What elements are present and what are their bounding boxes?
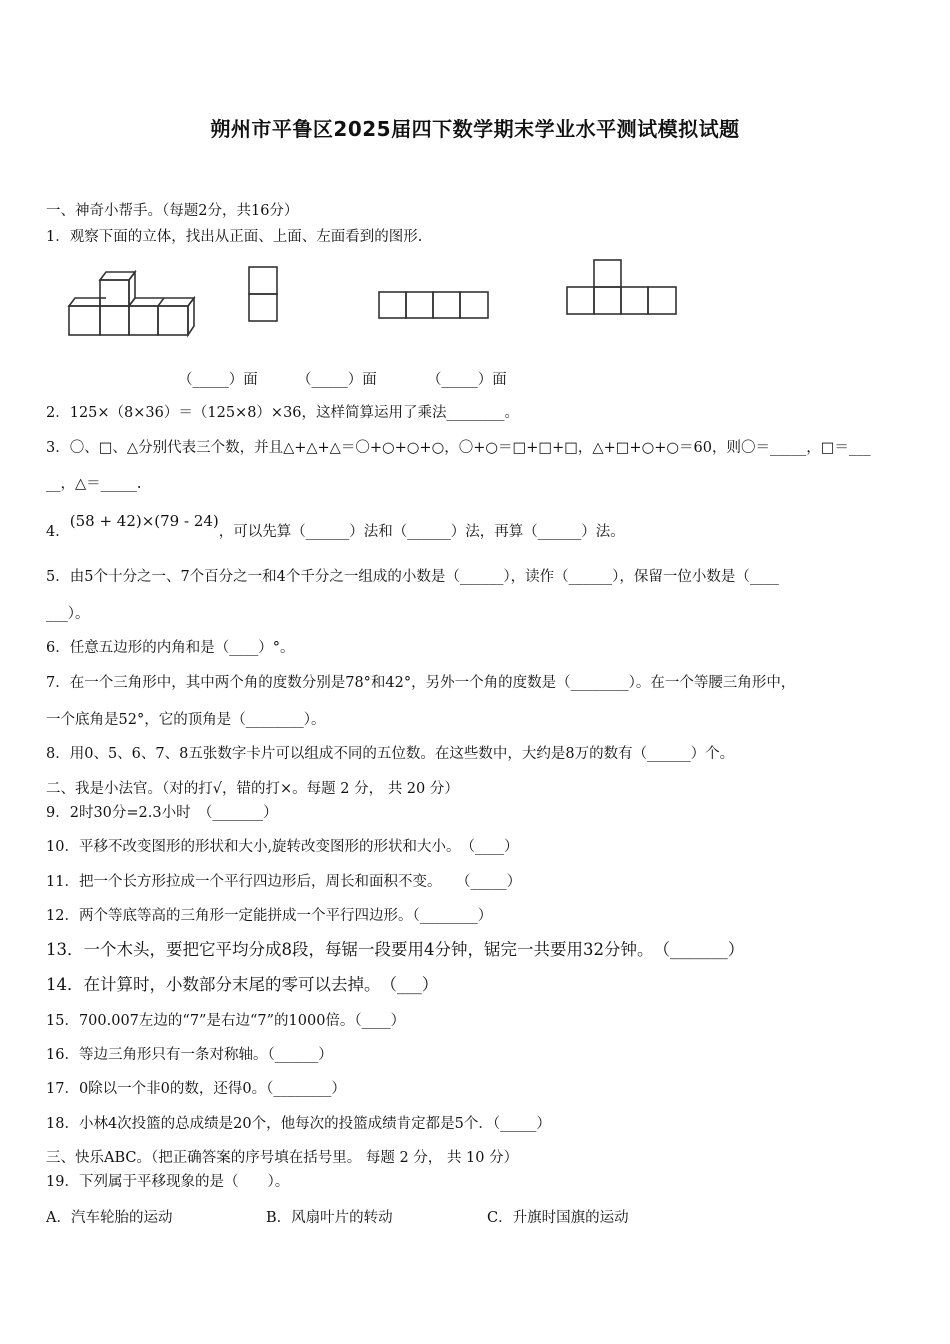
question-11: 11．把一个长方形拉成一个平行四边形后，周长和面积不变。 （_____） [46, 874, 522, 890]
option-c: C．升旗时国旗的运动 [487, 1210, 629, 1226]
question-14: 14．在计算时，小数部分末尾的零可以去掉。 （___） [46, 975, 439, 994]
question-3-line-1: 3．〇、□、△分别代表三个数，并且△+△+△＝〇+○+○+○，〇+○＝□+□+□，△+□+○+○＝60，则〇＝_____，□＝___ [46, 440, 871, 456]
left-view-label: （_____）面 [427, 372, 507, 388]
question-17: 17．0除以一个非0的数，还得0。（________） [46, 1081, 346, 1097]
question-12: 12．两个等底等高的三角形一定能拼成一个平行四边形。（________） [46, 908, 493, 924]
question-7-line-1: 7．在一个三角形中，其中两个角的度数分别是78°和42°，另外一个角的度数是（________）。在一个等腰三角形中， [46, 675, 796, 691]
cube-solid-figure [66, 264, 202, 340]
question-4-text: ，可以先算（______）法和（______）法，再算（______）法。 [218, 524, 625, 540]
page-title: 朔州市平鲁区2025届四下数学期末学业水平测试模拟试题 [210, 117, 740, 141]
question-9: 9．2时30分=2.3小时 （_______） [46, 805, 278, 821]
section-2-heading: 二、我是小法官。（对的打√，错的打×。每题 2 分， 共 20 分） [46, 781, 459, 797]
question-4-number: 4． [46, 524, 70, 540]
question-2: 2．125×（8×36）＝（125×8）×36，这样简算运用了乘法________。 [46, 405, 520, 421]
question-8: 8．用0、5、6、7、8五张数字卡片可以组成不同的五位数。在这些数中，大约是8万的数有（______）个。 [46, 746, 735, 762]
question-10: 10．平移不改变图形的形状和大小,旋转改变图形的形状和大小。 （____） [46, 839, 519, 855]
question-3-line-2: __，△＝_____. [46, 476, 142, 492]
question-4-formula: (58 + 42)×(79 - 24) [69, 512, 219, 530]
option-a: A．汽车轮胎的运动 [46, 1210, 173, 1226]
question-19: 19．下列属于平移现象的是（ ）。 [46, 1174, 290, 1190]
question-4 [46, 512, 910, 542]
top-view-label: （_____）面 [297, 372, 377, 388]
question-1: 1．观察下面的立体，找出从正面、上面、左面看到的图形. [46, 229, 423, 245]
four-square-row-view [377, 290, 491, 322]
question-5-line-1: 5．由5个十分之一、7个百分之一和4个千分之一组成的小数是（______），读作（______），保留一位小数是（____ [46, 569, 779, 585]
section-1-heading: 一、神奇小帮手。（每题2分，共16分） [46, 203, 299, 219]
front-view-label: （_____）面 [178, 372, 258, 388]
option-b: B．风扇叶片的转动 [266, 1210, 393, 1226]
question-15: 15．700.007左边的“7”是右边“7”的1000倍。（____） [46, 1013, 406, 1029]
question-18: 18．小林4次投篮的总成绩是20个，他每次的投篮成绩肯定都是5个．（_____） [46, 1116, 551, 1132]
question-5-line-2: ___）。 [46, 606, 90, 622]
question-16: 16．等边三角形只有一条对称轴。（______） [46, 1047, 333, 1063]
question-13: 13．一个木头，要把它平均分成8段，每锯一段要用4分钟，锯完一共要用32分钟。 （_______） [46, 940, 745, 959]
t-shape-view [565, 258, 679, 318]
section-3-heading: 三、快乐ABC。（把正确答案的序号填在括号里。 每题 2 分， 共 10 分） [46, 1150, 519, 1166]
question-7-line-2: 一个底角是52°，它的顶角是（________）。 [46, 712, 326, 728]
two-square-vertical-view [247, 265, 279, 325]
question-6: 6．任意五边形的内角和是（____）°。 [46, 640, 295, 656]
